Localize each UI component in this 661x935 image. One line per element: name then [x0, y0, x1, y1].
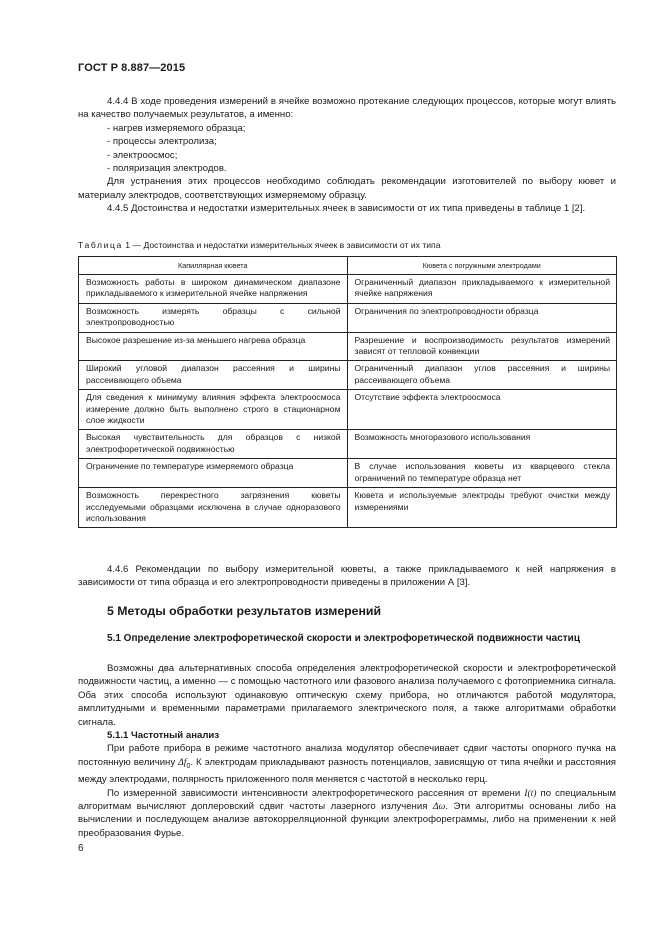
symbol-subscript: 0 — [186, 762, 191, 770]
header-capillary-cell: Капиллярная кювета — [79, 257, 348, 275]
table-cell: Широкий угловой диапазон рассеяния и ширины рассеивающего объема — [79, 361, 348, 390]
table-cell: Возможность работы в широком динамическом диапазоне прикладываемого к измерительной ячейке напряжения — [79, 275, 348, 304]
after-table-block — [78, 563, 616, 590]
table-row — [79, 332, 617, 361]
table-row — [79, 430, 617, 459]
table-cell: Разрешение и воспроизводимость результатов измерений зависят от тепловой конвекции — [347, 332, 617, 361]
paragraph-4-4-4: 4.4.4 В ходе проведения измерений в ячейке возможно протекание следующих процессов, которые могут влиять на качество получаемых результатов, а именно: — [78, 96, 616, 121]
header-immersion-cell: Кювета с погружными электродами — [347, 257, 617, 275]
table-caption-label: Таблица — [78, 240, 123, 250]
table-row — [79, 361, 617, 390]
table-cell: Возможность многоразового использования — [347, 430, 617, 459]
table-cell: Для сведения к минимуму влияния эффекта электроосмоса измерение должно быть выполнено строго в стационарном слое жидкости — [79, 390, 348, 430]
table-cell: Ограниченный диапазон прикладываемого к измерительной ячейке напряжения — [347, 275, 617, 304]
table-cell: В случае использования кюветы из кварцевого стекла ограничений по температуре образца нет — [347, 459, 617, 488]
text-run: по специальным алгоритмам вычисляют доплеровский сдвиг частоты лазерного излучения — [78, 787, 617, 812]
comparison-table — [78, 256, 617, 528]
table-caption-text: 1 — Достоинства и недостатки измерительных ячеек в зависимости от их типа — [125, 240, 441, 250]
table-row — [79, 459, 617, 488]
table-row — [79, 275, 617, 304]
section-5-title: 5 Методы обработки результатов измерений — [107, 604, 382, 618]
list-item: - электроосмос; — [107, 149, 178, 161]
paragraph-5-1-1-b — [78, 787, 616, 841]
paragraph-5-1: Возможны два альтернативных способа определения электрофоретической скорости и электрофоретической подвижности частиц, а именно — с помощью частотного или фазового анализа получаемого с фотоприемника сигнала. Оба этих способа используют одинаковую оптическую схему прибора, но отличаются работой модулятора, амплитудными и временными параметрами прилагаемого электрического поля, а также алгоритмами обработки сигнала. — [78, 663, 616, 728]
document-header: ГОСТ Р 8.887—2015 — [78, 62, 186, 74]
table-cell: Ограничение по температуре измеряемого образца — [79, 459, 348, 488]
subsection-5-1-1-title: 5.1.1 Частотный анализ — [107, 730, 220, 742]
text-run: При работе прибора в режиме частотного анализа модулятор обеспечивает сдвиг частоты опорного пучка на постоянную величину — [78, 743, 616, 768]
table-cell: Отсутствие эффекта электроосмоса — [347, 390, 617, 430]
intro-block — [78, 95, 616, 216]
table-cell: Кювета и используемые электроды требуют очистки между измерениями — [347, 488, 617, 528]
list-item: - поляризация электродов. — [107, 163, 227, 175]
symbol-intensity: I(t) — [524, 787, 537, 799]
text-run: . К электродам прикладывают разность потенциалов, зависящую от типа ячейки и расстояния между электродами, полярность приложенного поля меняется с частотой в несколько герц. — [78, 756, 617, 786]
paragraph-5-1-1-a — [78, 742, 616, 786]
page-number: 6 — [78, 843, 84, 854]
subsection-5-1-title: 5.1 Определение электрофоретической скорости и электрофоретической подвижности частиц — [107, 633, 580, 644]
table-header-row — [79, 257, 617, 275]
table-cell: Ограниченный диапазон углов рассеяния и ширины рассеивающего объема — [347, 361, 617, 390]
paragraph-4-4-5: 4.4.5 Достоинства и недостатки измерительных ячеек в зависимости от их типа приведены в таблице 1 [2]. — [107, 203, 586, 215]
list-item: - нагрев измеряемого образца; — [107, 122, 246, 134]
text-run: . Эти алгоритмы основаны либо на вычислении и последующем анализе автокорреляционной функции электрофореграммы, либо на применении к ней преобразования Фурье. — [78, 800, 617, 839]
table-caption — [78, 239, 618, 251]
table-cell: Возможность измерять образцы с сильной электропроводностью — [79, 303, 348, 332]
section-5-body — [78, 662, 616, 840]
list-item: - процессы электролиза; — [107, 136, 217, 148]
table-cell: Высокая чувствительность для образцов с низкой электрофоретической подвижностью — [79, 430, 348, 459]
symbol-delta-f: Δf — [178, 756, 187, 768]
paragraph-4-4-6: 4.4.6 Рекомендации по выбору измерительной кюветы, а также прикладываемого к ней напряжения в зависимости от типа образца и его электропроводности приведены в приложении А [3]. — [78, 564, 616, 589]
table-row — [79, 488, 617, 528]
table-cell: Возможность перекрестного загрязнения кюветы исследуемыми образцами исключена в случае одноразового использования — [79, 488, 348, 528]
symbol-delta-omega: Δω — [432, 800, 446, 812]
paragraph-recommendation: Для устранения этих процессов необходимо соблюдать рекомендации изготовителей по выбору кювет и материалу электродов, соответствующих измеряемому образцу. — [78, 176, 616, 201]
table-cell: Высокое разрешение из-за меньшего нагрева образца — [79, 332, 348, 361]
table-row — [79, 390, 617, 430]
text-run: По измеренной зависимости интенсивности электрофоретического рассеяния от времени — [107, 787, 521, 799]
table-cell: Ограничения по электропроводности образца — [347, 303, 617, 332]
table-row — [79, 303, 617, 332]
